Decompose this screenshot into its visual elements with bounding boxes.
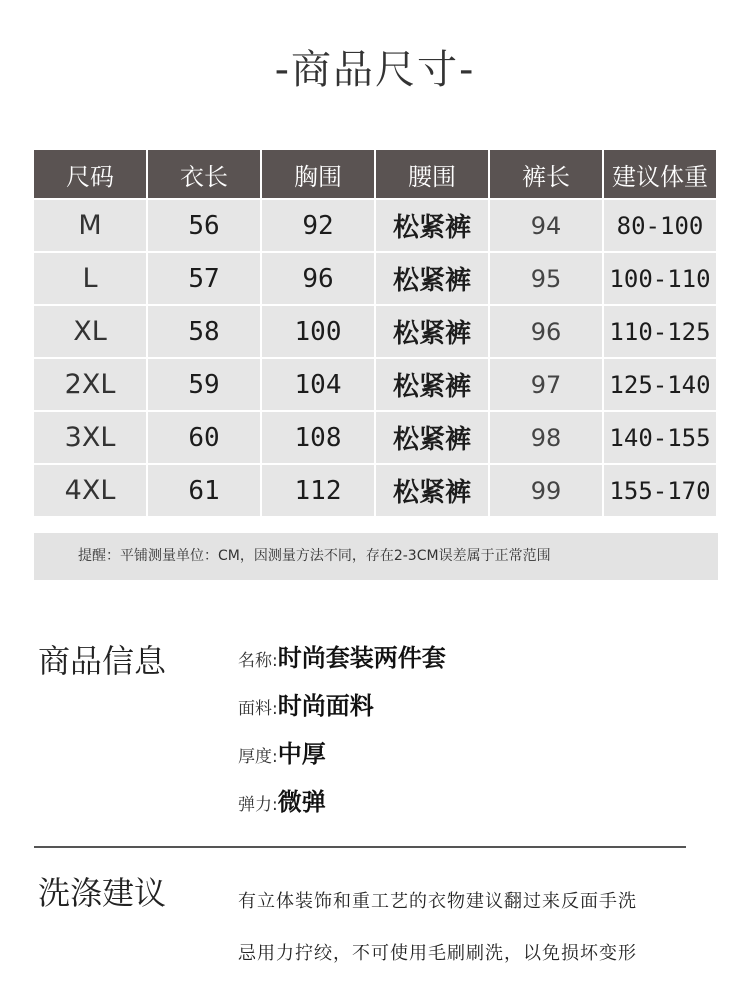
cell-pants-length: 96 — [490, 306, 602, 357]
header-chest: 胸围 — [262, 150, 374, 198]
table-row — [34, 412, 716, 463]
info-value: 微弹 — [277, 788, 326, 816]
cell-chest: 112 — [262, 465, 374, 516]
table-row — [34, 359, 716, 410]
header-size: 尺码 — [34, 150, 146, 198]
size-table — [32, 148, 718, 518]
product-info-heading: 商品信息 — [38, 642, 167, 680]
info-value: 时尚套装两件套 — [277, 644, 446, 672]
page-title: -商品尺寸- — [274, 47, 476, 93]
wash-instructions — [238, 876, 708, 980]
cell-chest: 100 — [262, 306, 374, 357]
table-row — [34, 465, 716, 516]
cell-waist: 松紧裤 — [376, 359, 488, 410]
info-row-name — [238, 640, 446, 688]
cell-length: 59 — [148, 359, 260, 410]
cell-waist: 松紧裤 — [376, 200, 488, 251]
cell-weight: 125-140 — [604, 359, 716, 410]
cell-length: 58 — [148, 306, 260, 357]
cell-waist: 松紧裤 — [376, 412, 488, 463]
cell-chest: 104 — [262, 359, 374, 410]
cell-length: 60 — [148, 412, 260, 463]
measurement-reminder: 提醒：平铺测量单位：CM，因测量方法不同，存在2-3CM误差属于正常范围 — [34, 533, 718, 580]
cell-weight: 80-100 — [604, 200, 716, 251]
cell-size: 2XL — [34, 359, 146, 410]
table-row — [34, 306, 716, 357]
cell-waist: 松紧裤 — [376, 465, 488, 516]
cell-pants-length: 97 — [490, 359, 602, 410]
cell-chest: 96 — [262, 253, 374, 304]
cell-waist: 松紧裤 — [376, 253, 488, 304]
wash-line: 忌用力拧绞，不可使用毛刷刷洗，以免损坏变形 — [238, 943, 637, 964]
wash-line: 有立体装饰和重工艺的衣物建议翻过来反面手洗 — [238, 891, 637, 912]
cell-length: 57 — [148, 253, 260, 304]
cell-size: 3XL — [34, 412, 146, 463]
cell-size: 4XL — [34, 465, 146, 516]
header-pants-length: 裤长 — [490, 150, 602, 198]
info-value: 时尚面料 — [277, 692, 374, 720]
cell-weight: 110-125 — [604, 306, 716, 357]
info-row-thickness — [238, 736, 446, 784]
size-table-header-row — [34, 150, 716, 198]
table-row — [34, 200, 716, 251]
info-key: 弹力: — [238, 795, 278, 815]
cell-size: L — [34, 253, 146, 304]
info-key: 面料: — [238, 699, 278, 719]
header-suggested-weight: 建议体重 — [604, 150, 716, 198]
info-key: 名称: — [238, 651, 278, 671]
cell-pants-length: 94 — [490, 200, 602, 251]
cell-weight: 155-170 — [604, 465, 716, 516]
cell-weight: 140-155 — [604, 412, 716, 463]
header-length: 衣长 — [148, 150, 260, 198]
cell-waist: 松紧裤 — [376, 306, 488, 357]
wash-heading: 洗涤建议 — [38, 874, 167, 912]
info-row-fabric — [238, 688, 446, 736]
info-key: 厚度: — [238, 747, 278, 767]
cell-pants-length: 99 — [490, 465, 602, 516]
cell-length: 61 — [148, 465, 260, 516]
cell-pants-length: 95 — [490, 253, 602, 304]
table-row — [34, 253, 716, 304]
product-info-list — [238, 640, 446, 832]
cell-weight: 100-110 — [604, 253, 716, 304]
header-waist: 腰围 — [376, 150, 488, 198]
cell-chest: 92 — [262, 200, 374, 251]
cell-chest: 108 — [262, 412, 374, 463]
cell-pants-length: 98 — [490, 412, 602, 463]
cell-length: 56 — [148, 200, 260, 251]
info-value: 中厚 — [277, 740, 326, 768]
info-row-elasticity — [238, 784, 446, 832]
section-divider — [34, 846, 686, 848]
cell-size: M — [34, 200, 146, 251]
cell-size: XL — [34, 306, 146, 357]
